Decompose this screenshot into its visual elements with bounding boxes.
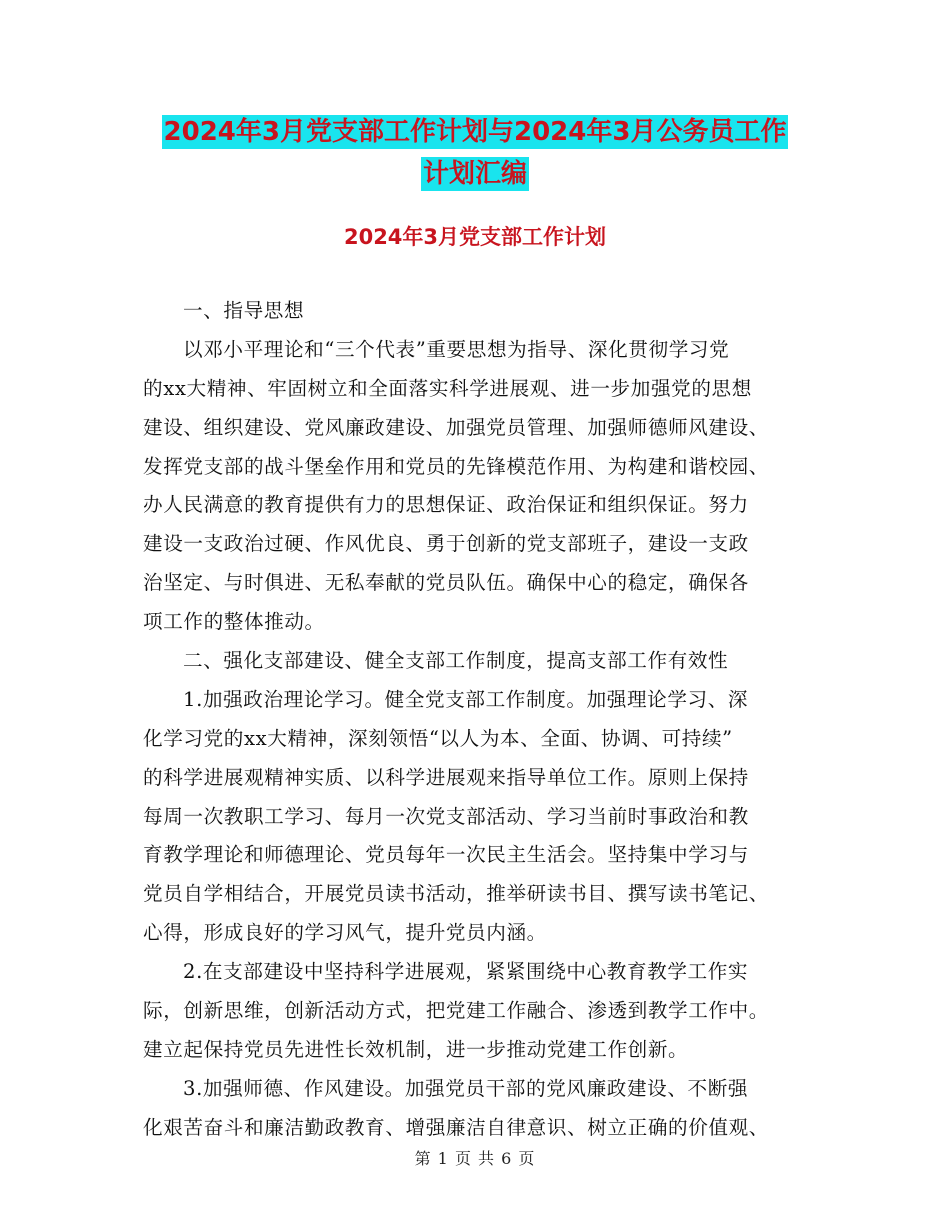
body-line: 党员自学相结合，开展党员读书活动，推举研读书目、撰写读书笔记、 (143, 882, 770, 906)
body-line: 1.加强政治理论学习。健全党支部工作制度。加强理论学习、深 (183, 687, 749, 711)
body-line: 育教学理论和师德理论、党员每年一次民主生活会。坚持集中学习与 (143, 843, 749, 867)
body-line: 2.在支部建设中坚持科学进展观，紧紧围绕中心教育教学工作实 (183, 960, 749, 984)
body-line: 治坚定、与时俱进、无私奉献的党员队伍。确保中心的稳定，确保各 (143, 571, 749, 595)
body-line: 的xx大精神、牢固树立和全面落实科学进展观、进一步加强党的思想 (143, 376, 752, 400)
body-line: 发挥党支部的战斗堡垒作用和党员的先锋模范作用、为构建和谐校园、 (143, 454, 770, 478)
body-line: 一、指导思想 (183, 299, 305, 322)
body-line: 建设、组织建设、党风廉政建设、加强党员管理、加强师德师风建设、 (143, 415, 770, 439)
body-line: 际，创新思维，创新活动方式，把党建工作融合、渗透到教学工作中。 (143, 999, 770, 1023)
document-title-text-1: 2024年3月党支部工作计划与2024年3月公务员工作 (163, 117, 787, 147)
body-line: 办人民满意的教育提供有力的思想保证、政治保证和组织保证。努力 (143, 493, 749, 517)
body-line: 建立起保持党员先进性长效机制，进一步推动党建工作创新。 (143, 1037, 689, 1061)
body-line: 以邓小平理论和“三个代表”重要思想为指导、深化贯彻学习党 (183, 337, 730, 361)
body-line: 项工作的整体推动。 (143, 610, 325, 634)
section-title: 2024年3月党支部工作计划 (343, 225, 607, 249)
document-title-line-2 (0, 151, 950, 197)
body-line: 化艰苦奋斗和廉洁勤政教育、增强廉洁自律意识、树立正确的价值观、 (143, 1115, 770, 1139)
body-line: 的科学进展观精神实质、以科学进展观来指导单位工作。原则上保持 (143, 765, 749, 789)
document-title-line-1 (0, 109, 950, 155)
body-line: 二、强化支部建设、健全支部工作制度，提高支部工作有效性 (183, 649, 729, 673)
body-line: 每周一次教职工学习、每月一次党支部活动、学习当前时事政治和教 (143, 804, 749, 828)
page-footer: 第 1 页 共 6 页 (414, 1149, 536, 1168)
body-line: 建设一支政治过硬、作风优良、勇于创新的党支部班子，建设一支政 (143, 532, 749, 556)
body-line: 心得，形成良好的学习风气，提升党员内涵。 (143, 921, 547, 945)
document-body (143, 292, 811, 1148)
body-line: 3.加强师德、作风建设。加强党员干部的党风廉政建设、不断强 (183, 1076, 749, 1100)
body-line: 化学习党的xx大精神，深刻领悟“以人为本、全面、协调、可持续” (143, 726, 733, 750)
document-title-text-2: 计划汇编 (422, 159, 527, 189)
